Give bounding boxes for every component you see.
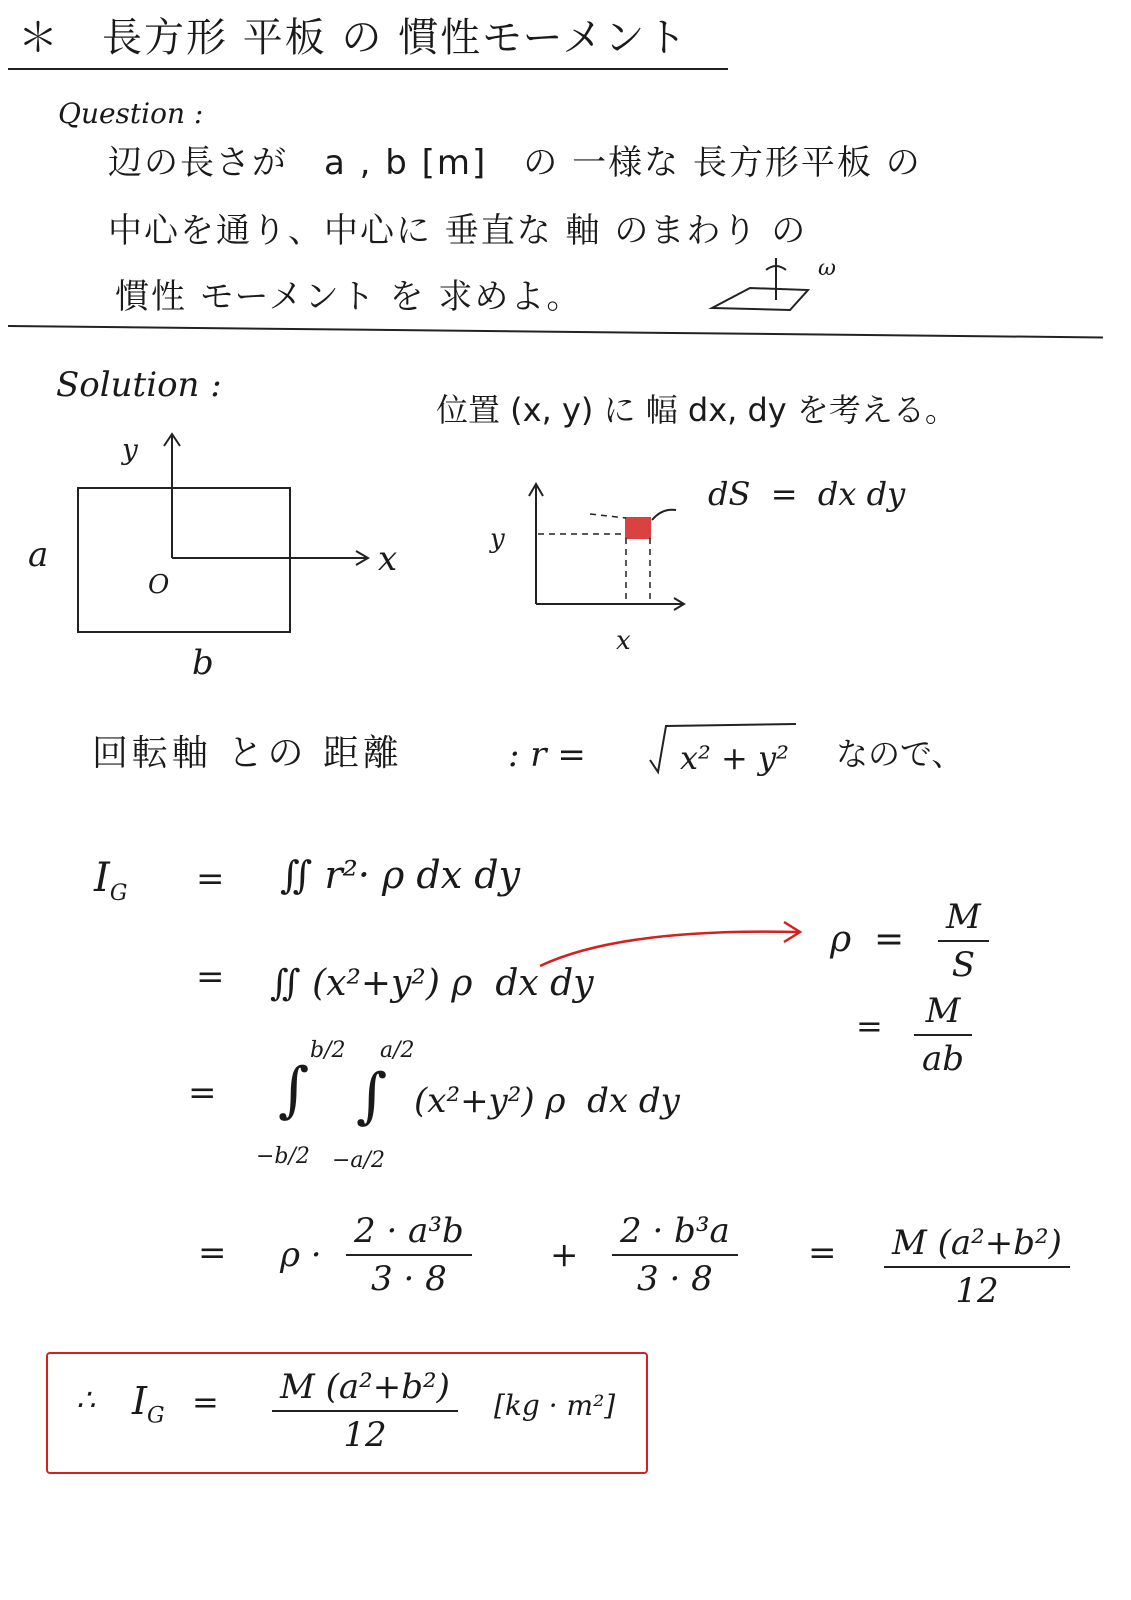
- solution-label: Solution :: [56, 365, 222, 405]
- line4-fraction-1: 2 · a³b 3 · 8: [346, 1214, 472, 1296]
- distance-tail: なので、: [836, 735, 964, 773]
- answer-lhs: $I_G$: [132, 1379, 165, 1429]
- integral-inner-upper: a/2: [380, 1038, 415, 1063]
- eq-sign-2: =: [196, 957, 225, 997]
- rect-axis-y-label: y: [122, 433, 138, 466]
- distance-sqrt-body: x² + y²: [680, 739, 789, 777]
- question-label: Question :: [58, 97, 204, 130]
- line4-rho: ρ ·: [280, 1235, 322, 1275]
- rect-side-a-label: a: [28, 535, 49, 575]
- distance-text: 回転軸 との 距離: [92, 733, 403, 774]
- rho-fraction-1: M S: [938, 900, 989, 982]
- element-axis-y-label: y: [490, 524, 505, 554]
- derivation-line-3: (x²+y²) ρ dx dy: [414, 1081, 680, 1121]
- rho-eq-2: =: [856, 1007, 883, 1045]
- integral-inner: ∫: [356, 1061, 388, 1131]
- eq-sign-1: =: [196, 859, 225, 899]
- distance-eq: : r =: [508, 735, 586, 775]
- element-axis-x-label: x: [616, 626, 631, 656]
- answer-eq-sign: =: [192, 1383, 219, 1421]
- derivation-line-2: ∬ (x²+y²) ρ dx dy: [270, 963, 594, 1004]
- rect-side-b-label: b: [192, 643, 214, 683]
- rect-axis-x-label: x: [378, 539, 398, 579]
- question-line-3: 慣性 モーメント を 求めよ。: [115, 277, 583, 317]
- line4-result-fraction: M (a²+b²) 12: [884, 1226, 1070, 1308]
- section-divider: [8, 325, 1103, 338]
- question-line-2: 中心を通り、中心に 垂直な 軸 のまわり の: [108, 211, 808, 251]
- therefore-symbol: ∴: [76, 1383, 96, 1418]
- question-line-1: 辺の長さが a , b [m] の 一様な 長方形平板 の: [108, 143, 922, 183]
- integral-inner-lower: −a/2: [332, 1148, 385, 1173]
- answer-fraction: M (a²+b²) 12: [272, 1370, 458, 1452]
- title-underline: [8, 68, 728, 70]
- derivation-line-1: ∬ r²· ρ dx dy: [280, 853, 521, 897]
- rho-eq: ρ =: [830, 919, 905, 960]
- element-description: 位置 (x, y) に 幅 dx, dy を考える。: [436, 391, 957, 429]
- page-title: ＊ 長方形 平板 の 慣性モーメント: [18, 15, 689, 61]
- rho-fraction-2: M ab: [914, 994, 972, 1076]
- eq-sign-5: =: [808, 1233, 837, 1273]
- line4-fraction-2: 2 · b³a 3 · 8: [612, 1214, 738, 1296]
- omega-label: ω: [818, 256, 836, 281]
- integral-outer-upper: b/2: [310, 1038, 346, 1063]
- line4-plus: +: [550, 1235, 579, 1275]
- ig-lhs: $I_G$: [94, 855, 128, 906]
- eq-sign-4: =: [198, 1233, 227, 1273]
- ds-equation: dS = dx dy: [708, 475, 906, 513]
- integral-outer-lower: −b/2: [256, 1144, 310, 1169]
- integral-outer: ∫: [278, 1055, 310, 1125]
- eq-sign-3: =: [188, 1073, 217, 1113]
- rect-origin-label: O: [148, 570, 170, 600]
- answer-unit: [kg · m²]: [494, 1389, 616, 1422]
